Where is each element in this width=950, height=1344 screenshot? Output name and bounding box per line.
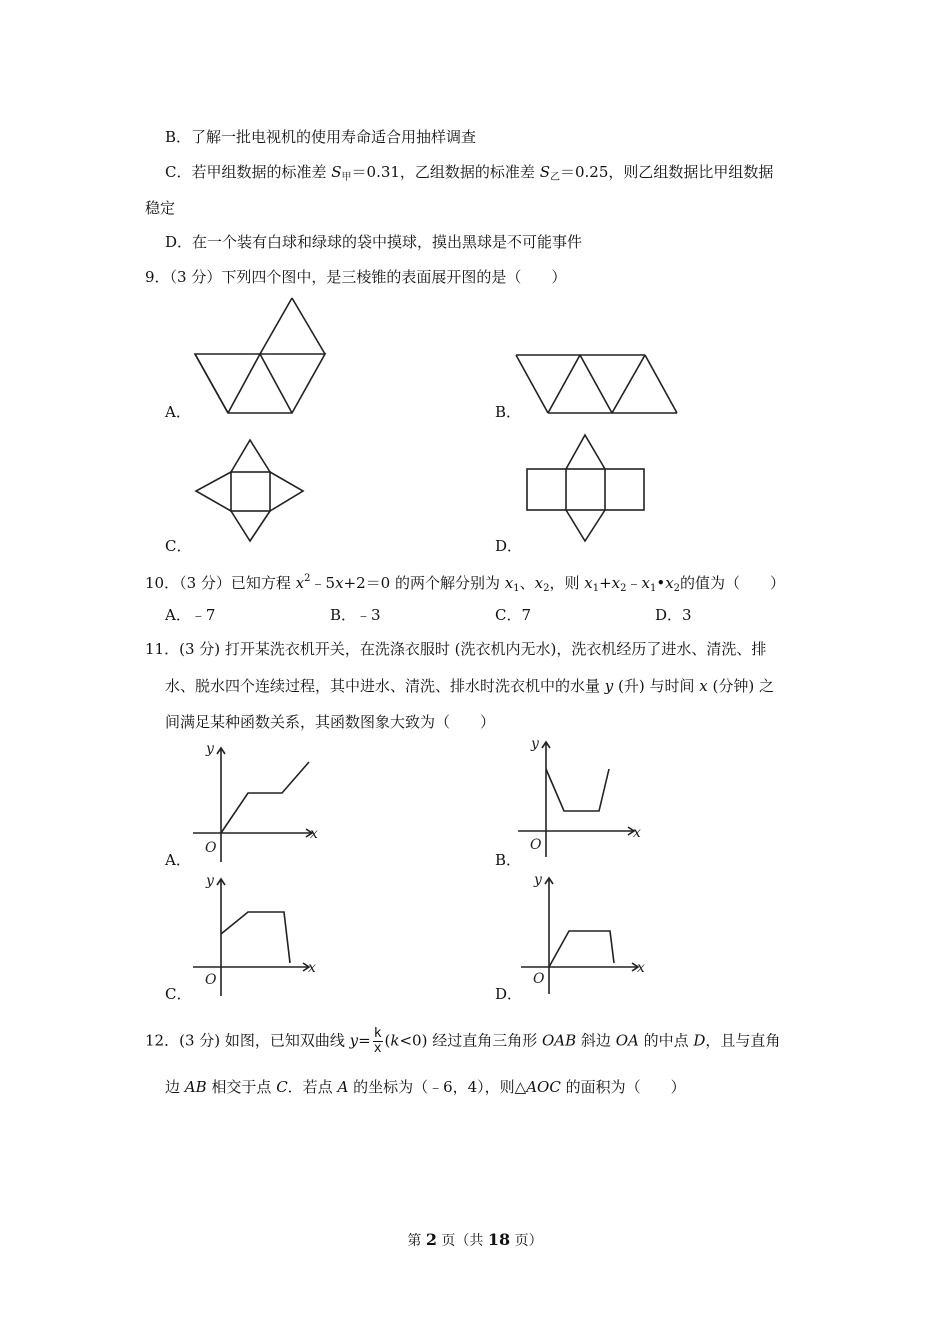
q11-c-axis-x: x xyxy=(308,960,316,976)
page-total: 18 xyxy=(487,1230,511,1249)
q11-a-axis-y: y xyxy=(206,741,214,757)
q11-line-2: 水、脱水四个连续过程，其中进水、清洗、排水时洗衣机中的水量 y (升) 与时间 x (分钟) 之 xyxy=(165,677,774,695)
q11-d-axis-y: y xyxy=(534,872,542,888)
q11-a-axis-x: x xyxy=(310,826,318,842)
page-footer: 第 2 页（共 18 页） xyxy=(407,1230,543,1249)
q11-c-axis-y: y xyxy=(206,873,214,889)
q9-stem: 9．（3 分）下列四个图中，是三棱锥的表面展开图的是（ ） xyxy=(145,268,567,286)
q10-choice-b: B．﹣3 xyxy=(330,606,381,624)
q11-label-a: A． xyxy=(165,851,191,869)
q11-b-origin: O xyxy=(530,837,542,853)
q11-d-axis-x: x xyxy=(637,960,645,976)
q11-label-b: B． xyxy=(495,851,522,869)
q8-option-c: C．若甲组数据的标准差 $S_甲=0.31$，乙组数据的标准差 $S_乙=0.25$，则乙组数据比甲组数据 xyxy=(165,163,774,183)
q9-label-a: A． xyxy=(165,403,191,421)
q11-line-3: 间满足某种函数关系，其函数图象大致为（ ） xyxy=(165,713,496,731)
page-number: 2 xyxy=(425,1230,437,1249)
q10-choice-d: D．3 xyxy=(655,606,692,624)
q11-b-axis-y: y xyxy=(531,736,539,752)
q12-fraction: $\frac{k}{x}$ xyxy=(373,1026,382,1056)
q9-label-c: C． xyxy=(165,537,192,555)
q11-line-1: 11．(3 分) 打开某洗衣机开关，在洗涤衣服时 (洗衣机内无水)，洗衣机经历了进水、清洗、排 xyxy=(145,640,767,658)
q12-line-1: 12．(3 分) 如图，已知双曲线 y= $\frac{k}{x}$ (k<0) 经过直角三角形 OAB 斜边 OA 的中点 D，且与直角 xyxy=(145,1026,781,1056)
q11-b-axis-x: x xyxy=(633,825,641,841)
q11-label-c: C． xyxy=(165,985,192,1003)
q8-option-c-cont: 稳定 xyxy=(145,199,176,217)
q9-label-d: D． xyxy=(495,537,523,555)
q11-label-d: D． xyxy=(495,985,523,1003)
q11-c-origin: O xyxy=(205,972,217,988)
q11-a-origin: O xyxy=(205,840,217,856)
q9-label-b: B． xyxy=(495,403,522,421)
q10-stem: 10．（3 分）已知方程 $x^2﹣5x+2=0$ 的两个解分别为 $x_1$、$x_2$，则 $x_1+x_2﹣x_1•x_2$的值为（ ） xyxy=(145,573,786,594)
q12-line-2: 边 AB 相交于点 C．若点 A 的坐标为（﹣6，4），则△AOC 的面积为（ ） xyxy=(165,1078,686,1096)
q10-choice-c: C．7 xyxy=(495,606,532,624)
q8-option-b: B．了解一批电视机的使用寿命适合用抽样调查 xyxy=(165,128,477,146)
q8-option-d: D．在一个装有白球和绿球的袋中摸球，摸出黑球是不可能事件 xyxy=(165,233,583,251)
q10-choice-a: A．﹣7 xyxy=(165,606,216,624)
q11-d-origin: O xyxy=(533,971,545,987)
